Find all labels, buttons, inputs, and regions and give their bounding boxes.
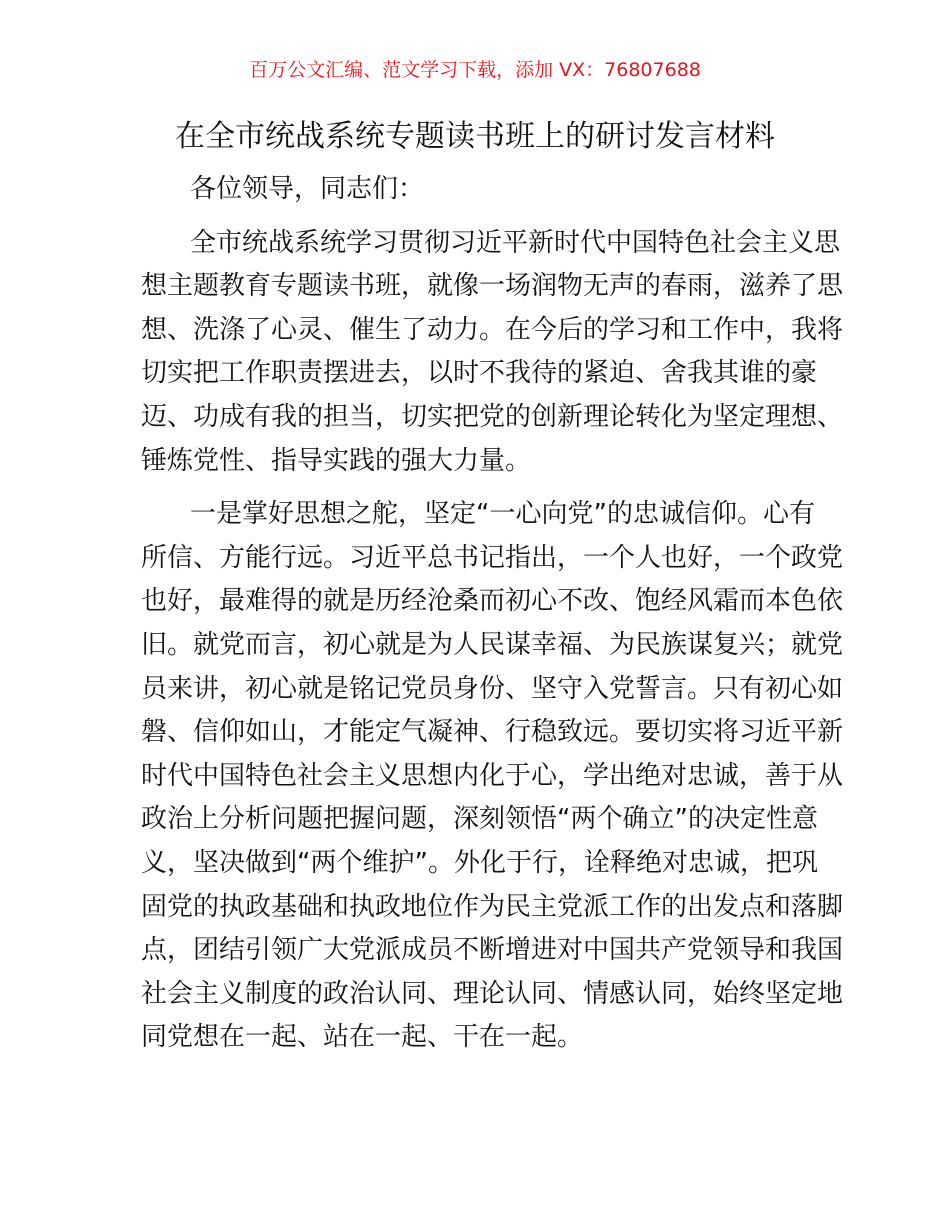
- text-line: 点，团结引领广大党派成员不断增进对中国共产党领导和我国: [141, 935, 844, 966]
- text-line: 同党想在一起、站在一起、干在一起。: [141, 1022, 584, 1053]
- paragraph: [141, 222, 844, 484]
- text-line: 固党的执政基础和执政地位作为民主党派工作的出发点和落脚: [141, 891, 844, 922]
- text-line: 想、洗涤了心灵、催生了动力。在今后的学习和工作中，我将: [141, 314, 844, 345]
- text-line: 切实把工作职责摆进去，以时不我待的紧迫、舍我其谁的豪: [141, 358, 818, 389]
- text-line: 也好，最难得的就是历经沧桑而初心不改、饱经风霜而本色依: [141, 586, 844, 617]
- text-line: 各位领导，同志们：: [190, 174, 425, 204]
- text-line: 政治上分析问题把握问题，深刻领悟“两个确立”的决定性意: [141, 804, 818, 835]
- text-line: 全市统战系统学习贯彻习近平新时代中国特色社会主义思: [190, 227, 841, 258]
- document-title: 在全市统战系统专题读书班上的研讨发言材料: [175, 119, 775, 154]
- text-line: 磐、信仰如山，才能定气凝神、行稳致远。要切实将习近平新: [141, 717, 844, 748]
- text-line: 想主题教育专题读书班，就像一场润物无声的春雨，滋养了思: [141, 271, 844, 302]
- text-line: 义，坚决做到“两个维护”。外化于行，诠释绝对忠诚，把巩: [141, 847, 818, 878]
- greeting: [141, 168, 810, 212]
- watermark-header: 百万公文汇编、范文学习下载，添加 VX：76807688: [249, 59, 701, 81]
- paragraph: [141, 493, 844, 1060]
- text-line: 锤炼党性、指导实践的强大力量。: [141, 445, 532, 476]
- text-line: 员来讲，初心就是铭记党员身份、坚守入党誓言。只有初心如: [141, 673, 844, 704]
- text-line: 迈、功成有我的担当，切实把党的创新理论转化为坚定理想、: [141, 401, 844, 432]
- text-line: 社会主义制度的政治认同、理论认同、情感认同，始终坚定地: [141, 978, 844, 1009]
- text-line: 一是掌好思想之舵，坚定“一心向党”的忠诚信仰。心有: [190, 499, 815, 530]
- document-body: [141, 168, 844, 1070]
- text-line: 所信、方能行远。习近平总书记指出，一个人也好，一个政党: [141, 542, 844, 573]
- text-line: 时代中国特色社会主义思想内化于心，学出绝对忠诚，善于从: [141, 760, 844, 791]
- text-line: 旧。就党而言，初心就是为人民谋幸福、为民族谋复兴；就党: [141, 629, 844, 660]
